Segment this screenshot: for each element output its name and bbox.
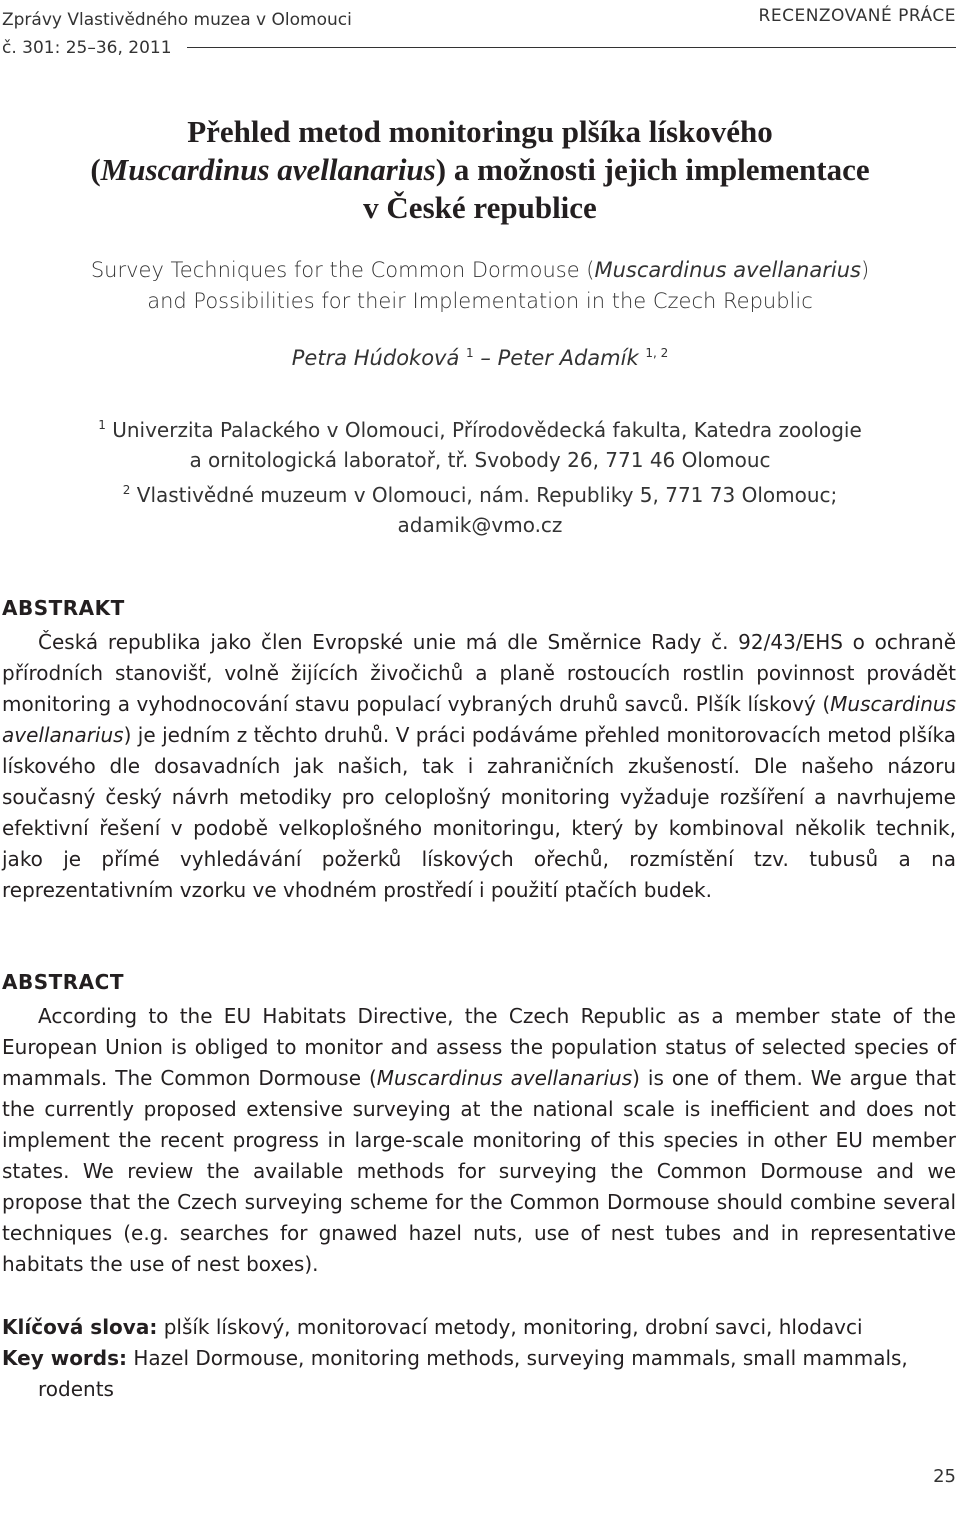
keywords-en-label: Key words:: [2, 1346, 128, 1370]
keywords-en: [2, 1343, 958, 1405]
abstract-species: Muscardinus avellanarius: [376, 1066, 633, 1090]
affiliations: [40, 410, 920, 540]
author-email: adamik@vmo.cz: [397, 513, 563, 537]
affiliation-2: [40, 475, 920, 510]
keywords-en-text-cont: rodents: [38, 1377, 114, 1401]
abstrakt-heading: ABSTRAKT: [2, 596, 125, 620]
affiliation-1-line-1: Univerzita Palackého v Olomouci, Přírodovědecká fakulta, Katedra zoologie: [112, 418, 862, 442]
affiliation-1-line-2: a ornitologická laboratoř, tř. Svobody 26, 771 46 Olomouc: [189, 448, 771, 472]
author-separator: –: [480, 346, 491, 370]
abstrakt-text: [2, 627, 956, 906]
title-line-2: [60, 151, 900, 189]
title-line-3: v České republice: [363, 190, 597, 225]
abstract-text: [2, 1001, 956, 1280]
title-line-2-rest: ) a možnosti jejich implementace: [435, 152, 870, 187]
abstract-text-part-2: ) is one of them. We argue that the currently proposed extensive surveying at the national scale is inefficient and does not implement the recent progress in large-scale monitoring of this species in other EU member states. We review the available methods for surveying the Common Dormouse and we propose that the Czech surveying scheme for the Common Dormouse should combine several techniques (e.g. searches for gnawed hazel nuts, use of nest tubes and in representative habitats the use of nest boxes).: [2, 1066, 957, 1276]
english-title-part-1: Survey Techniques for the Common Dormouse (: [90, 258, 595, 282]
affiliation-1-marker: 1: [98, 418, 106, 432]
keywords-cz: [2, 1312, 958, 1343]
english-title-line-2: and Possibilities for their Implementation in the Czech Republic: [147, 289, 813, 313]
abstrakt-text-part-1: Česká republika jako člen Evropské unie má dle Směrnice Rady č. 92/43/EHS o ochraně přírodních stanovišť, volně žijících živočichů a planě rostoucích rostlin povinnost provádět monitoring a vyhodnocování stavu populací vybraných druhů savců. Plšík lískový (: [2, 630, 956, 716]
english-title-species: Muscardinus avellanarius: [594, 258, 861, 282]
affiliation-2-marker: 2: [122, 483, 131, 497]
keywords-cz-text: plšík lískový, monitorovací metody, monitoring, drobní savci, hlodavci: [163, 1315, 863, 1339]
author-2-affil: 1, 2: [645, 346, 669, 360]
title-line-1: Přehled metod monitoringu plšíka lískového: [187, 114, 773, 149]
header-rule: [187, 47, 956, 48]
journal-name: Zprávy Vlastivědného muzea v Olomouci: [2, 10, 352, 30]
section-label: RECENZOVANÉ PRÁCE: [758, 6, 956, 26]
affiliation-2-line-1: Vlastivědné muzeum v Olomouci, nám. Republiky 5, 771 73 Olomouc;: [136, 483, 838, 507]
title-species: Muscardinus avellanarius: [100, 152, 436, 187]
english-title: [40, 255, 920, 317]
english-title-part-2: ): [860, 258, 870, 282]
keywords-en-text: Hazel Dormouse, monitoring methods, surveying mammals, small mammals,: [133, 1346, 908, 1370]
running-header: [2, 6, 352, 62]
author-2: Peter Adamík: [497, 346, 639, 370]
paper-title: [60, 113, 900, 227]
issue-info: č. 301: 25–36, 2011: [2, 38, 172, 58]
affiliation-1: [40, 410, 920, 445]
abstract-heading: ABSTRACT: [2, 970, 124, 994]
author-1: Petra Húdoková: [291, 346, 460, 370]
keywords-cz-label: Klíčová slova:: [2, 1315, 158, 1339]
abstrakt-text-part-2: ) je jedním z těchto druhů. V práci podáváme přehled monitorovacích metod plšíka lískového dle dosavadních jak našich, tak i zahraničních zkušeností. Dle našeho názoru současný český návrh metodiky pro celoplošný monitoring vyžaduje rozšíření a navrhujeme efektivní řešení v podobě velkoplošného monitoringu, který by kombinoval několik technik, jako je přímé vyhledávání požerků lískových ořechů, rozmístění tzv. tubusů a na reprezentativním vzorku ve vhodném prostředí i použití ptačích budek.: [2, 723, 956, 902]
abstract-text-part-1: According to the EU Habitats Directive, the Czech Republic as a member state of the European Union is obliged to monitor and assess the population status of selected species of mammals. The Common Dormouse (: [2, 1004, 956, 1090]
abstrakt-species: Muscardinus avellanarius: [2, 692, 956, 747]
english-title-line-1: [40, 255, 920, 286]
author-line: [40, 346, 920, 370]
page-number: 25: [933, 1466, 956, 1487]
title-paren: (: [90, 152, 101, 187]
author-1-affil: 1: [466, 346, 474, 360]
